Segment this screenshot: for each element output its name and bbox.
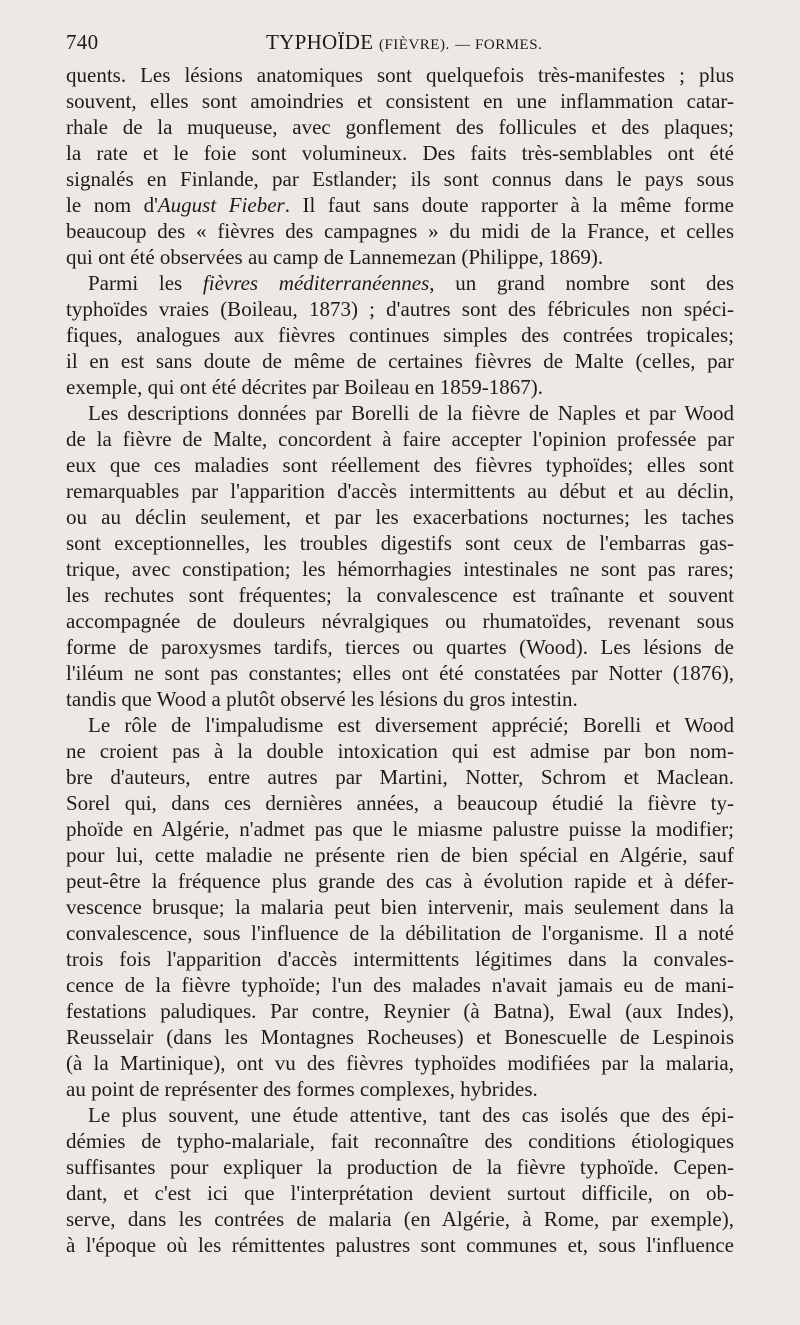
text-line [66, 478, 734, 504]
italic-term: fièvres méditerranéennes [202, 271, 430, 295]
text-segment: il en est sans doute de même de certaines fièvres de Malte (celles, par [66, 349, 734, 373]
text-line [66, 608, 734, 634]
text-line [66, 140, 734, 166]
text-segment: Reusselair (dans les Montagnes Rocheuses) et Bonescuelle de Lespinois [66, 1025, 734, 1049]
text-segment: phoïde en Algérie, n'admet pas que le miasme palustre puisse la modifier; [66, 817, 734, 841]
text-line [66, 530, 734, 556]
text-segment: fiques, analogues aux fièvres continues simples des contrées tropicales; [66, 323, 734, 347]
text-segment: sont exceptionnelles, les troubles digestifs sont ceux de l'embarras gas- [66, 531, 734, 555]
text-line [66, 660, 734, 686]
text-line [66, 452, 734, 478]
body-text [66, 62, 734, 1258]
text-segment: beaucoup des « fièvres des campagnes » du midi de la France, et celles [66, 219, 734, 243]
text-line [66, 1232, 734, 1258]
text-segment: souvent, elles sont amoindries et consistent en une inflammation catar- [66, 89, 734, 113]
text-line [66, 634, 734, 660]
running-header [66, 30, 734, 58]
text-segment: le nom d' [66, 193, 158, 217]
text-segment: convalescence, sous l'influence de la débilitation de l'organisme. Il a noté [66, 921, 734, 945]
text-line [66, 920, 734, 946]
text-segment: trois fois l'apparition d'accès intermittents légitimes dans la convales- [66, 947, 734, 971]
text-segment: de la fièvre de Malte, concordent à faire accepter l'opinion professée par [66, 427, 734, 451]
text-line [66, 88, 734, 114]
running-title-paren: (FIÈVRE). [378, 37, 450, 53]
text-segment: cence de la fièvre typhoïde; l'un des malades n'avait jamais eu de mani- [66, 973, 734, 997]
text-line [66, 244, 734, 270]
text-line [66, 62, 734, 88]
text-segment: dant, et c'est ici que l'interprétation devient surtout difficile, on ob- [66, 1181, 734, 1205]
text-segment: serve, dans les contrées de malaria (en Algérie, à Rome, par exemple), [66, 1207, 734, 1231]
text-line [66, 1102, 734, 1128]
text-segment: bre d'auteurs, entre autres par Martini, Notter, Schrom et Maclean. [66, 765, 734, 789]
text-line [66, 270, 734, 296]
text-line [66, 842, 734, 868]
text-line [66, 322, 734, 348]
text-segment: ne croient pas à la double intoxication qui est admise par bon nom- [66, 739, 734, 763]
text-segment: au point de représenter des formes complexes, hybrides. [66, 1077, 538, 1101]
text-segment: . Il faut sans doute rapporter à la même forme [284, 193, 735, 217]
text-segment: Le plus souvent, une étude attentive, tant des cas isolés que des épi- [88, 1103, 734, 1127]
text-segment: (à la Martinique), ont vu des fièvres typhoïdes modifiées par la malaria, [66, 1051, 734, 1075]
text-line [66, 764, 734, 790]
text-line [66, 348, 734, 374]
text-segment: peut-être la fréquence plus grande des cas à évolution rapide et à défer- [66, 869, 734, 893]
text-line [66, 556, 734, 582]
text-segment: Le rôle de l'impaludisme est diversement apprécié; Borelli et Wood [88, 713, 734, 737]
text-segment: Parmi les [88, 271, 203, 295]
text-line [66, 868, 734, 894]
text-segment: quents. Les lésions anatomiques sont quelquefois très-manifestes ; plus [66, 63, 734, 87]
text-segment: eux que ces maladies sont réellement des fièvres typhoïdes; elles sont [66, 453, 734, 477]
text-line [66, 166, 734, 192]
text-line [66, 504, 734, 530]
running-title-main: TYPHOÏDE [266, 30, 374, 54]
text-line [66, 712, 734, 738]
running-title [266, 30, 542, 55]
text-line [66, 1024, 734, 1050]
text-line [66, 582, 734, 608]
text-line [66, 894, 734, 920]
text-line [66, 114, 734, 140]
text-segment: ou au déclin seulement, et par les exacerbations nocturnes; les taches [66, 505, 734, 529]
text-segment: signalés en Finlande, par Estlander; ils sont connus dans le pays sous [66, 167, 734, 191]
text-line [66, 972, 734, 998]
text-line [66, 400, 734, 426]
text-line [66, 1206, 734, 1232]
text-line [66, 1128, 734, 1154]
text-line [66, 738, 734, 764]
text-line [66, 1050, 734, 1076]
page-number: 740 [66, 30, 99, 54]
text-segment: à l'époque où les rémittentes palustres sont communes et, sous l'influence [66, 1233, 734, 1257]
text-line [66, 686, 734, 712]
text-segment: pour lui, cette maladie ne présente rien de bien spécial en Algérie, sauf [66, 843, 734, 867]
text-segment: exemple, qui ont été décrites par Boileau en 1859-1867). [66, 375, 544, 399]
running-title-section: — FORMES. [455, 37, 543, 53]
text-segment: typhoïdes vraies (Boileau, 1873) ; d'autres sont des fébricules non spéci- [66, 297, 734, 321]
text-segment: rhale de la muqueuse, avec gonflement des follicules et des plaques; [66, 115, 734, 139]
text-line [66, 816, 734, 842]
text-line [66, 426, 734, 452]
text-line [66, 1076, 734, 1102]
text-line [66, 1180, 734, 1206]
text-segment: festations paludiques. Par contre, Reynier (à Batna), Ewal (aux Indes), [66, 999, 734, 1023]
text-line [66, 1154, 734, 1180]
text-segment: remarquables par l'apparition d'accès intermittents au début et au déclin, [66, 479, 734, 503]
text-segment: démies de typho-malariale, fait reconnaître des conditions étiologiques [66, 1129, 734, 1153]
text-line [66, 790, 734, 816]
text-line [66, 998, 734, 1024]
text-segment: qui ont été observées au camp de Lannemezan (Philippe, 1869). [66, 245, 604, 269]
text-segment: Sorel qui, dans ces dernières années, a beaucoup étudié la fièvre ty- [66, 791, 734, 815]
text-segment: Les descriptions données par Borelli de la fièvre de Naples et par Wood [88, 401, 734, 425]
italic-term: August Fieber [157, 193, 285, 217]
text-segment: , un grand nombre sont des [429, 271, 734, 295]
text-segment: forme de paroxysmes tardifs, tierces ou quartes (Wood). Les lésions de [66, 635, 734, 659]
text-segment: accompagnée de douleurs névralgiques ou rhumatoïdes, revenant sous [66, 609, 734, 633]
text-line [66, 946, 734, 972]
text-segment: trique, avec constipation; les hémorrhagies intestinales ne sont pas rares; [66, 557, 734, 581]
text-line [66, 218, 734, 244]
text-line [66, 296, 734, 322]
text-line [66, 192, 734, 218]
text-segment: suffisantes pour expliquer la production de la fièvre typhoïde. Cepen- [66, 1155, 734, 1179]
text-segment: vescence brusque; la malaria peut bien intervenir, mais seulement dans la [66, 895, 734, 919]
text-line [66, 374, 734, 400]
text-segment: la rate et le foie sont volumineux. Des faits très-semblables ont été [66, 141, 734, 165]
text-segment: les rechutes sont fréquentes; la convalescence est traînante et souvent [66, 583, 734, 607]
text-segment: tandis que Wood a plutôt observé les lésions du gros intestin. [66, 687, 578, 711]
text-segment: l'iléum ne sont pas constantes; elles ont été constatées par Notter (1876), [66, 661, 734, 685]
